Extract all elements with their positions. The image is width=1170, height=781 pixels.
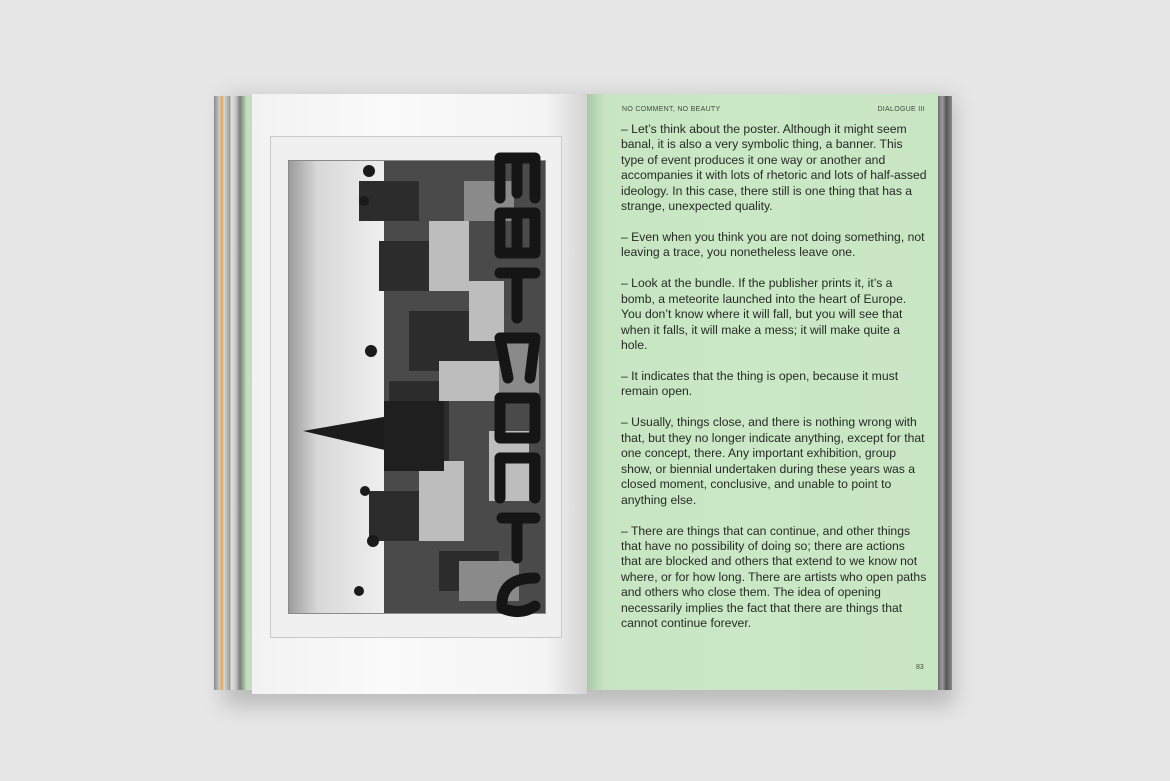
right-page-edges bbox=[938, 96, 952, 690]
left-page-edges bbox=[214, 96, 254, 690]
paragraph: – Usually, things close, and there is nothing wrong with that, but they no longer indicate anything, except for that one concept, there. Any important exhibition, group show, or biennial undertaken during these years was a closed moment, conclusive, and unable to point to anything else. bbox=[621, 415, 925, 507]
running-head-left: NO COMMENT, NO BEAUTY bbox=[622, 106, 721, 113]
body-text bbox=[621, 122, 928, 647]
page-number: 83 bbox=[916, 664, 924, 671]
running-head-right: DIALOGUE III bbox=[877, 106, 925, 113]
paragraph: – There are things that can continue, and other things that have no possibility of doing so; there are actions that are blocked and others that extend to we know not where, or for how long. There are artists who open paths and others who close them. The idea of opening necessarily implies the fact that there are things that cannot continue forever. bbox=[621, 523, 927, 630]
handwritten-overlay bbox=[480, 138, 560, 618]
paragraph: – Even when you think you are not doing something, not leaving a trace, you nonetheless leave one. bbox=[621, 230, 925, 260]
paragraph: – Look at the bundle. If the publisher prints it, it’s a bomb, a meteorite launched into the heart of Europe. You don’t know where it will fall, but you will see that when it falls, it will make a mess; it will make quite a hole. bbox=[621, 276, 907, 353]
paragraph: – Let’s think about the poster. Although it might seem banal, it is also a very symbolic thing, a banner. This type of event produces it one way or another and accompanies it with lots of rhetoric and lots of half-assed ideology. In this case, there still is one thing that has a strange, unexpected quality. bbox=[621, 122, 927, 214]
paragraph: – It indicates that the thing is open, because it must remain open. bbox=[621, 369, 899, 399]
